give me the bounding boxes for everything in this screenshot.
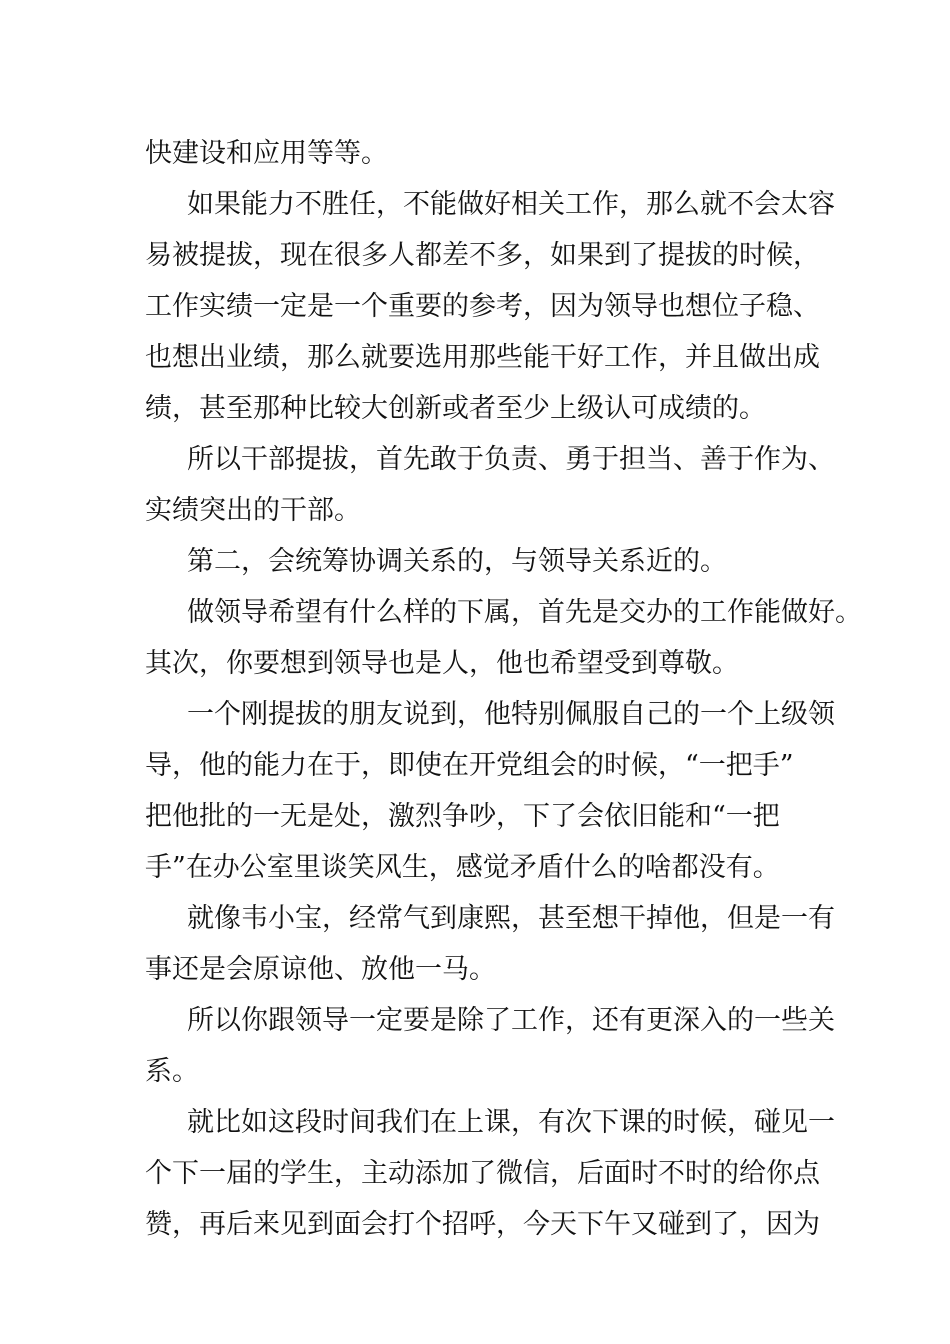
document-body bbox=[145, 128, 862, 1250]
text-line: 快建设和应用等等。 bbox=[145, 138, 388, 169]
text-line: 事还是会原谅他、放他一马。 bbox=[145, 954, 496, 985]
text-line: 系。 bbox=[145, 1056, 199, 1087]
text-line: 易被提拔，现在很多人都差不多，如果到了提拔的时候， bbox=[145, 240, 820, 271]
text-line: 导，他的能力在于，即使在开党组会的时候，“一把手” bbox=[145, 750, 794, 781]
text-line: 其次，你要想到领导也是人，他也希望受到尊敬。 bbox=[145, 648, 739, 679]
text-line: 绩，甚至那种比较大创新或者至少上级认可成绩的。 bbox=[145, 393, 766, 424]
text-line: 就像韦小宝，经常气到康熙，甚至想干掉他，但是一有 bbox=[187, 903, 835, 934]
text-line: 做领导希望有什么样的下属，首先是交办的工作能做好。 bbox=[187, 597, 862, 628]
text-line: 手”在办公室里谈笑风生，感觉矛盾什么的啥都没有。 bbox=[145, 852, 780, 883]
text-line: 就比如这段时间我们在上课，有次下课的时候，碰见一 bbox=[187, 1107, 835, 1138]
text-line: 一个刚提拔的朋友说到，他特别佩服自己的一个上级领 bbox=[187, 699, 835, 730]
section-heading: 第二，会统筹协调关系的，与领导关系近的。 bbox=[187, 546, 727, 577]
text-line: 工作实绩一定是一个重要的参考，因为领导也想位子稳、 bbox=[145, 291, 820, 322]
text-line: 实绩突出的干部。 bbox=[145, 495, 361, 526]
text-line: 把他批的一无是处，激烈争吵，下了会依旧能和“一把 bbox=[145, 801, 780, 832]
text-line: 个下一届的学生，主动添加了微信，后面时不时的给你点 bbox=[145, 1158, 820, 1189]
text-line: 所以干部提拔，首先敢于负责、勇于担当、善于作为、 bbox=[187, 444, 835, 475]
text-line: 所以你跟领导一定要是除了工作，还有更深入的一些关 bbox=[187, 1005, 835, 1036]
text-line: 如果能力不胜任，不能做好相关工作，那么就不会太容 bbox=[187, 189, 835, 220]
text-line: 也想出业绩，那么就要选用那些能干好工作，并且做出成 bbox=[145, 342, 820, 373]
text-line: 赞，再后来见到面会打个招呼，今天下午又碰到了，因为 bbox=[145, 1209, 820, 1240]
